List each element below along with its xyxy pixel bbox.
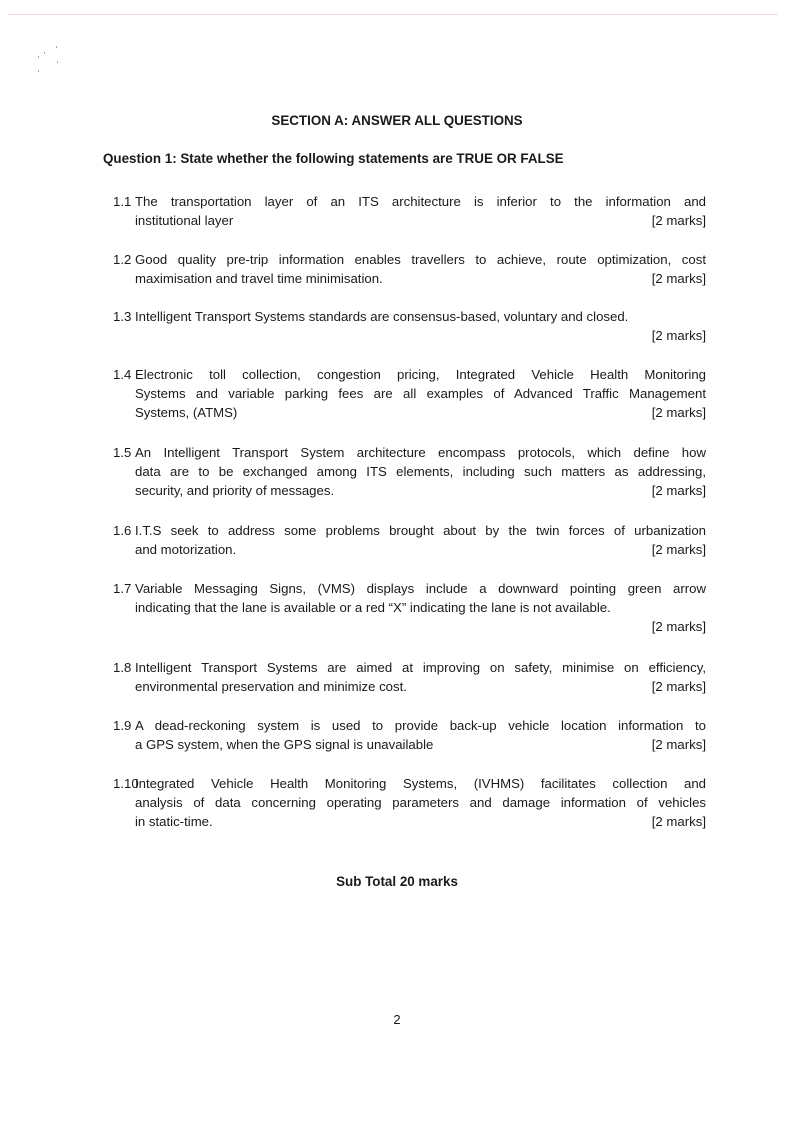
question-item (113, 658, 706, 696)
item-line-text: a GPS system, when the GPS signal is unavailable (135, 737, 434, 752)
item-text (135, 365, 706, 422)
item-line: Intelligent Transport Systems standards are consensus-based, voluntary and closed. (135, 309, 629, 324)
item-line-text: environmental preservation and minimize cost. (135, 679, 407, 694)
item-line: Systems and variable parking fees are all examples of Advanced Traffic Management (135, 386, 706, 401)
page-number: 2 (393, 1012, 401, 1027)
item-line: Integrated Vehicle Health Monitoring Systems, (IVHMS) facilitates collection and (135, 776, 706, 791)
item-line (135, 269, 706, 288)
item-line (135, 677, 706, 696)
item-number: 1.4 (113, 367, 132, 382)
item-text (135, 192, 706, 230)
item-text (135, 774, 706, 831)
item-line: Electronic toll collection, congestion pricing, Integrated Vehicle Health Monitoring (135, 367, 706, 382)
marks-label: [2 marks] (651, 328, 706, 343)
item-text (135, 307, 706, 345)
question-item (113, 521, 706, 559)
question-item (113, 250, 706, 288)
scan-edge-line (8, 14, 778, 15)
marks-label: [2 marks] (651, 271, 706, 286)
item-number: 1.3 (113, 309, 132, 324)
marks-label: [2 marks] (651, 619, 706, 634)
marks-label: [2 marks] (651, 737, 706, 752)
item-line: Good quality pre-trip information enables travellers to achieve, route optimization, cost (135, 252, 706, 267)
question-item (113, 365, 706, 422)
item-line: Variable Messaging Signs, (VMS) displays include a downward pointing green arrow (135, 581, 706, 596)
item-line: analysis of data concerning operating parameters and damage information of vehicles (135, 795, 706, 810)
item-number: 1.2 (113, 252, 132, 267)
marks-label: [2 marks] (651, 483, 706, 498)
subtotal: Sub Total 20 marks (336, 874, 458, 889)
item-text (135, 579, 706, 636)
item-line (135, 211, 706, 230)
item-text (135, 658, 706, 696)
item-number: 1.5 (113, 445, 132, 460)
item-number: 1.8 (113, 660, 132, 675)
marks-label: [2 marks] (651, 405, 706, 420)
item-line: The transportation layer of an ITS architecture is inferior to the information and (135, 194, 706, 209)
item-line-text: maximisation and travel time minimisation. (135, 271, 383, 286)
question-item (113, 716, 706, 754)
item-line-text: institutional layer (135, 213, 234, 228)
item-number: 1.7 (113, 581, 132, 596)
item-line: A dead-reckoning system is used to provide back-up vehicle location information to (135, 718, 706, 733)
marks-label: [2 marks] (651, 679, 706, 694)
item-line (135, 812, 706, 831)
item-line (135, 481, 706, 500)
item-number: 1.10 (113, 776, 139, 791)
item-text (135, 250, 706, 288)
marks-label: [2 marks] (651, 814, 706, 829)
item-line: Intelligent Transport Systems are aimed at improving on safety, minimise on efficiency, (135, 660, 706, 675)
item-line: An Intelligent Transport System architecture encompass protocols, which define how (135, 445, 706, 460)
section-title: SECTION A: ANSWER ALL QUESTIONS (271, 113, 523, 128)
item-number: 1.6 (113, 523, 132, 538)
item-line (135, 540, 706, 559)
item-line (135, 403, 706, 422)
item-number: 1.1 (113, 194, 132, 209)
item-line (135, 735, 706, 754)
question-item (113, 307, 706, 345)
item-line-text: and motorization. (135, 542, 237, 557)
item-line-text: Systems, (ATMS) (135, 405, 238, 420)
item-line: data are to be exchanged among ITS elements, including such matters as addressing, (135, 464, 706, 479)
question-item (113, 443, 706, 500)
item-line-text: in static-time. (135, 814, 213, 829)
item-line-text: security, and priority of messages. (135, 483, 335, 498)
item-text (135, 443, 706, 500)
question-item (113, 774, 706, 831)
marks-label: [2 marks] (651, 213, 706, 228)
item-line: I.T.S seek to address some problems brought about by the twin forces of urbanization (135, 523, 706, 538)
question-item (113, 579, 706, 636)
item-text (135, 716, 706, 754)
scan-specks (24, 44, 64, 74)
item-text (135, 521, 706, 559)
marks-label: [2 marks] (651, 542, 706, 557)
question-heading: Question 1: State whether the following statements are TRUE OR FALSE (103, 151, 564, 166)
item-number: 1.9 (113, 718, 132, 733)
question-item (113, 192, 706, 230)
item-line: indicating that the lane is available or a red “X” indicating the lane is not available. (135, 600, 611, 615)
